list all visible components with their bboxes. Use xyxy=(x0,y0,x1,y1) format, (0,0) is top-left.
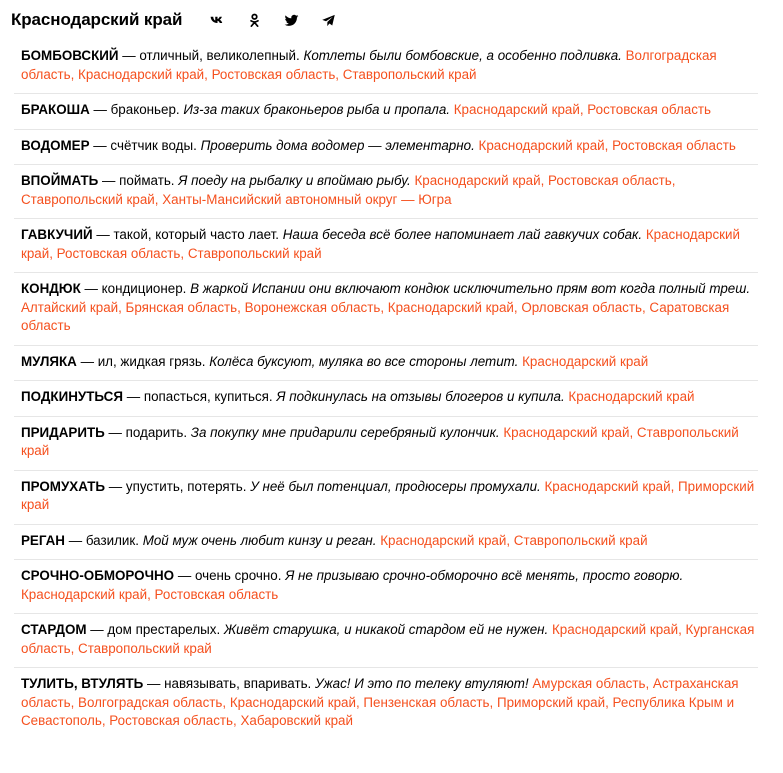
entry-word: КОНДЮК xyxy=(21,281,81,296)
entry-word: ВОДОМЕР xyxy=(21,137,90,153)
entry-word: ТУЛИТЬ, ВТУЛЯТЬ xyxy=(21,676,144,691)
odnoklassniki-icon[interactable] xyxy=(245,11,263,29)
entry-example: Наша беседа всё более напоминает лай гавкучих собак. xyxy=(282,227,643,242)
list-item xyxy=(14,525,758,561)
entry-definition: базилик. xyxy=(85,532,139,548)
list-item xyxy=(14,94,758,130)
entry-word: РЕГАН xyxy=(21,532,65,548)
entry-word: ПОДКИНУТЬСЯ xyxy=(21,389,123,404)
entry-definition: попасться, купиться. xyxy=(143,389,273,404)
entry-definition: счётчик воды. xyxy=(110,137,197,153)
entry-example: Ужас! И это по телеку втуляют! xyxy=(315,676,529,691)
entry-dash: — xyxy=(102,173,116,188)
entry-regions[interactable]: Амурская область, Астраханская область, Волгоградская область, Краснодарский край, Пензенская область, Приморский край, Республика Крым и Севастополь, Ростовская область, Хабаровский край xyxy=(21,676,739,728)
dictionary-list xyxy=(0,40,758,740)
entry-example: Проверить дома водомер — элементарно. xyxy=(200,137,475,153)
entry-dash: — xyxy=(90,622,104,637)
entry-word: СРОЧНО-ОБМОРОЧНО xyxy=(21,568,175,583)
list-item xyxy=(14,560,758,614)
entry-definition: отличный, великолепный. xyxy=(139,48,300,63)
list-item xyxy=(14,130,758,166)
entry-word: БРАКОША xyxy=(21,102,90,117)
entry-regions[interactable]: Краснодарский край, Ростовская область, Ставропольский край xyxy=(21,227,741,261)
list-item xyxy=(14,614,758,668)
entry-regions[interactable]: Краснодарский край, Ставропольский край xyxy=(21,424,739,458)
entry-word: ВПОЙМАТЬ xyxy=(21,173,99,188)
entry-regions[interactable]: Краснодарский край, Ростовская область, Ставропольский край, Ханты-Мансийский автономный округ — Югра xyxy=(21,173,676,207)
entry-word: ГАВКУЧИЙ xyxy=(21,227,93,242)
entry-definition: ил, жидкая грязь. xyxy=(97,353,206,369)
twitter-icon[interactable] xyxy=(282,11,300,29)
entry-regions[interactable]: Алтайский край, Брянская область, Воронежская область, Краснодарский край, Орловская область, Саратовская область xyxy=(21,299,730,333)
entry-word: СТАРДОМ xyxy=(21,622,87,637)
list-item xyxy=(14,668,758,740)
entry-regions[interactable]: Краснодарский край, Ростовская область xyxy=(21,586,279,602)
entry-dash: — xyxy=(108,424,122,440)
list-item xyxy=(14,471,758,525)
entry-regions[interactable]: Краснодарский край, Приморский край xyxy=(21,478,755,512)
entry-definition: навязывать, впаривать. xyxy=(164,676,312,691)
list-item xyxy=(14,346,758,382)
entry-word: ПРОМУХАТЬ xyxy=(21,478,106,494)
entry-word: МУЛЯКА xyxy=(21,353,77,369)
entry-example: Колёса буксуют, муляка во все стороны летит. xyxy=(209,353,519,369)
entry-example: Я не призываю срочно-обморочно всё менять, просто говорю. xyxy=(285,568,684,583)
entry-dash: — xyxy=(108,478,123,494)
entry-dash: — xyxy=(93,102,107,117)
entry-definition: браконьер. xyxy=(110,102,180,117)
entry-example: В жаркой Испании они включают кондюк исключительно прям вот когда полный треш. xyxy=(190,281,751,296)
entry-definition: подарить. xyxy=(125,424,188,440)
entry-regions[interactable]: Краснодарский край, Курганская область, Ставропольский край xyxy=(21,622,755,656)
entry-example: Из-за таких браконьеров рыба и пропала. xyxy=(183,102,450,117)
entry-dash: — xyxy=(122,48,136,63)
entry-word: БОМБОВСКИЙ xyxy=(21,48,119,63)
telegram-icon[interactable] xyxy=(319,11,337,29)
list-item xyxy=(14,273,758,346)
page-header xyxy=(0,0,783,40)
list-item xyxy=(14,417,758,471)
entry-regions[interactable]: Краснодарский край, Ростовская область xyxy=(478,137,736,153)
entry-dash: — xyxy=(146,676,161,691)
entry-regions[interactable]: Краснодарский край, Ростовская область xyxy=(453,102,712,117)
vk-icon[interactable] xyxy=(208,11,226,29)
entry-definition: упустить, потерять. xyxy=(125,478,247,494)
list-item xyxy=(14,381,758,417)
entry-dash: — xyxy=(93,137,107,153)
entry-example: Мой муж очень любит кинзу и реган. xyxy=(142,532,377,548)
entry-example: Котлеты были бомбовские, а особенно подливка. xyxy=(303,48,622,63)
entry-definition: очень срочно. xyxy=(194,568,282,583)
entry-dash: — xyxy=(68,532,83,548)
entry-regions[interactable]: Волгоградская область, Краснодарский край, Ростовская область, Ставропольский край xyxy=(21,48,717,82)
entry-regions[interactable]: Краснодарский край xyxy=(522,353,649,369)
entry-example: Я поеду на рыбалку и впоймаю рыбу. xyxy=(178,173,411,188)
entry-dash: — xyxy=(96,227,110,242)
entry-example: Я подкинулась на отзывы блогеров и купила. xyxy=(276,389,565,404)
entry-definition: поймать. xyxy=(119,173,175,188)
entry-dash: — xyxy=(126,389,141,404)
entry-dash: — xyxy=(177,568,192,583)
entry-definition: кондиционер. xyxy=(101,281,187,296)
entry-example: У неё был потенциал, продюсеры промухали. xyxy=(250,478,541,494)
entry-example: Живёт старушка, и никакой стардом ей не нужен. xyxy=(223,622,549,637)
list-item xyxy=(14,219,758,273)
entry-definition: дом престарелых. xyxy=(107,622,221,637)
page-title: Краснодарский край xyxy=(11,10,183,29)
list-item xyxy=(14,165,758,219)
share-buttons xyxy=(208,11,337,29)
entry-definition: такой, который часто лает. xyxy=(113,227,280,242)
entry-dash: — xyxy=(84,281,98,296)
entry-regions[interactable]: Краснодарский край, Ставропольский край xyxy=(380,532,648,548)
entry-word: ПРИДАРИТЬ xyxy=(21,424,105,440)
list-item xyxy=(14,40,758,94)
entry-dash: — xyxy=(80,353,94,369)
entry-regions[interactable]: Краснодарский край xyxy=(568,389,695,404)
entry-example: За покупку мне придарили серебряный кулончик. xyxy=(190,424,500,440)
